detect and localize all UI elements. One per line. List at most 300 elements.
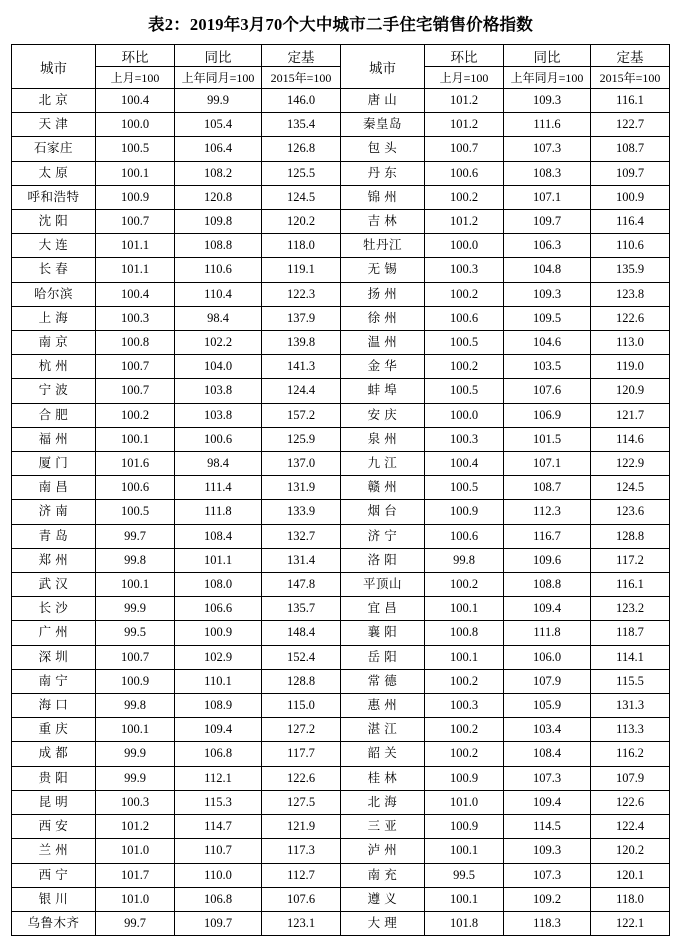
city-name-left: 广 州: [12, 621, 96, 645]
city-name-left: 长 沙: [12, 597, 96, 621]
mom-value-right: 100.5: [425, 331, 504, 355]
base-value-right: 115.5: [591, 669, 670, 693]
yoy-value-left: 108.0: [175, 573, 262, 597]
base-value-left: 147.8: [262, 573, 341, 597]
mom-value-right: 100.2: [425, 718, 504, 742]
yoy-value-right: 106.9: [504, 403, 591, 427]
column-header-city-right: 城市: [341, 45, 425, 89]
yoy-value-right: 104.8: [504, 258, 591, 282]
table-row: [12, 573, 670, 597]
mom-value-left: 100.0: [96, 113, 175, 137]
city-name-right: 丹 东: [341, 161, 425, 185]
yoy-value-right: 106.0: [504, 645, 591, 669]
base-value-left: 131.9: [262, 476, 341, 500]
base-value-right: 123.6: [591, 500, 670, 524]
yoy-value-right: 108.3: [504, 161, 591, 185]
city-name-left: 沈 阳: [12, 210, 96, 234]
city-name-right: 桂 林: [341, 766, 425, 790]
city-name-right: 烟 台: [341, 500, 425, 524]
base-value-left: 124.4: [262, 379, 341, 403]
base-value-right: 122.4: [591, 815, 670, 839]
table-row: [12, 113, 670, 137]
mom-value-left: 99.9: [96, 742, 175, 766]
base-value-left: 127.2: [262, 718, 341, 742]
table-row: [12, 282, 670, 306]
city-name-left: 青 岛: [12, 524, 96, 548]
city-name-left: 厦 门: [12, 452, 96, 476]
yoy-value-right: 107.3: [504, 766, 591, 790]
base-value-left: 117.7: [262, 742, 341, 766]
table-row: [12, 476, 670, 500]
yoy-value-right: 108.7: [504, 476, 591, 500]
mom-value-right: 101.2: [425, 89, 504, 113]
mom-value-left: 100.7: [96, 379, 175, 403]
table-row: [12, 185, 670, 209]
base-value-left: 132.7: [262, 524, 341, 548]
yoy-value-left: 98.4: [175, 306, 262, 330]
yoy-value-left: 110.6: [175, 258, 262, 282]
base-value-right: 117.2: [591, 548, 670, 572]
column-header-mom-right: 环比: [425, 45, 504, 67]
mom-value-left: 99.8: [96, 548, 175, 572]
city-name-left: 济 南: [12, 500, 96, 524]
base-value-right: 113.0: [591, 331, 670, 355]
base-value-left: 121.9: [262, 815, 341, 839]
page-title: 表2：2019年3月70个大中城市二手住宅销售价格指数: [148, 15, 533, 34]
yoy-value-right: 109.3: [504, 89, 591, 113]
table-row: [12, 161, 670, 185]
base-value-right: 123.8: [591, 282, 670, 306]
city-name-left: 福 州: [12, 427, 96, 451]
city-name-right: 岳 阳: [341, 645, 425, 669]
table-row: [12, 548, 670, 572]
table-row: [12, 500, 670, 524]
yoy-value-left: 111.4: [175, 476, 262, 500]
column-header-yoy-left: 同比: [175, 45, 262, 67]
yoy-value-right: 107.3: [504, 863, 591, 887]
city-name-right: 南 充: [341, 863, 425, 887]
base-value-right: 122.9: [591, 452, 670, 476]
mom-value-right: 101.0: [425, 790, 504, 814]
base-value-left: 126.8: [262, 137, 341, 161]
price-index-table: [11, 44, 670, 936]
base-value-right: 122.6: [591, 306, 670, 330]
yoy-value-left: 106.4: [175, 137, 262, 161]
mom-value-left: 101.1: [96, 258, 175, 282]
base-value-right: 113.3: [591, 718, 670, 742]
yoy-value-left: 110.1: [175, 669, 262, 693]
base-value-right: 116.4: [591, 210, 670, 234]
city-name-left: 重 庆: [12, 718, 96, 742]
mom-value-left: 100.2: [96, 403, 175, 427]
yoy-value-right: 109.4: [504, 790, 591, 814]
mom-value-left: 100.3: [96, 790, 175, 814]
mom-value-left: 100.9: [96, 185, 175, 209]
mom-value-right: 100.2: [425, 669, 504, 693]
city-name-right: 常 德: [341, 669, 425, 693]
yoy-value-right: 103.4: [504, 718, 591, 742]
yoy-value-left: 108.8: [175, 234, 262, 258]
base-value-right: 116.2: [591, 742, 670, 766]
city-name-right: 扬 州: [341, 282, 425, 306]
mom-value-left: 99.7: [96, 524, 175, 548]
yoy-value-right: 109.4: [504, 597, 591, 621]
yoy-value-right: 103.5: [504, 355, 591, 379]
mom-value-left: 100.1: [96, 718, 175, 742]
mom-value-left: 100.1: [96, 427, 175, 451]
yoy-value-left: 98.4: [175, 452, 262, 476]
table-row: [12, 234, 670, 258]
mom-value-left: 101.6: [96, 452, 175, 476]
yoy-value-right: 107.6: [504, 379, 591, 403]
base-value-left: 115.0: [262, 694, 341, 718]
base-value-right: 122.7: [591, 113, 670, 137]
mom-value-right: 100.0: [425, 403, 504, 427]
city-name-right: 蚌 埠: [341, 379, 425, 403]
yoy-value-left: 99.9: [175, 89, 262, 113]
base-value-left: 133.9: [262, 500, 341, 524]
yoy-value-right: 107.1: [504, 452, 591, 476]
city-name-right: 秦皇岛: [341, 113, 425, 137]
table-row: [12, 427, 670, 451]
city-name-right: 遵 义: [341, 887, 425, 911]
city-name-left: 上 海: [12, 306, 96, 330]
city-name-right: 金 华: [341, 355, 425, 379]
base-value-left: 120.2: [262, 210, 341, 234]
yoy-value-left: 100.9: [175, 621, 262, 645]
city-name-left: 南 昌: [12, 476, 96, 500]
table-row: [12, 718, 670, 742]
yoy-value-right: 105.9: [504, 694, 591, 718]
mom-value-left: 100.3: [96, 306, 175, 330]
yoy-value-right: 109.6: [504, 548, 591, 572]
base-value-right: 100.9: [591, 185, 670, 209]
mom-value-left: 99.9: [96, 597, 175, 621]
yoy-value-left: 112.1: [175, 766, 262, 790]
city-name-right: 湛 江: [341, 718, 425, 742]
city-name-right: 三 亚: [341, 815, 425, 839]
mom-value-right: 101.2: [425, 113, 504, 137]
yoy-value-right: 112.3: [504, 500, 591, 524]
mom-value-left: 101.0: [96, 839, 175, 863]
yoy-value-left: 103.8: [175, 379, 262, 403]
mom-value-left: 99.9: [96, 766, 175, 790]
base-value-right: 119.0: [591, 355, 670, 379]
table-row: [12, 137, 670, 161]
yoy-value-left: 110.0: [175, 863, 262, 887]
mom-value-left: 100.7: [96, 355, 175, 379]
table-row: [12, 331, 670, 355]
yoy-value-left: 106.8: [175, 887, 262, 911]
city-name-left: 杭 州: [12, 355, 96, 379]
city-name-left: 昆 明: [12, 790, 96, 814]
yoy-value-left: 106.8: [175, 742, 262, 766]
mom-value-left: 100.1: [96, 161, 175, 185]
table-row: [12, 452, 670, 476]
yoy-value-left: 104.0: [175, 355, 262, 379]
city-name-right: 北 海: [341, 790, 425, 814]
base-value-left: 137.9: [262, 306, 341, 330]
column-header-base-left: 定基: [262, 45, 341, 67]
mom-value-right: 100.2: [425, 282, 504, 306]
city-name-left: 长 春: [12, 258, 96, 282]
city-name-right: 包 头: [341, 137, 425, 161]
yoy-value-right: 108.8: [504, 573, 591, 597]
table-row: [12, 524, 670, 548]
mom-value-right: 100.3: [425, 258, 504, 282]
city-name-right: 吉 林: [341, 210, 425, 234]
yoy-value-right: 109.3: [504, 839, 591, 863]
base-value-left: 122.6: [262, 766, 341, 790]
mom-value-right: 100.6: [425, 524, 504, 548]
subheader-yoy-left: 上年同月=100: [175, 67, 262, 89]
mom-value-right: 101.2: [425, 210, 504, 234]
city-name-left: 大 连: [12, 234, 96, 258]
base-value-right: 120.9: [591, 379, 670, 403]
base-value-right: 122.1: [591, 911, 670, 935]
yoy-value-left: 120.8: [175, 185, 262, 209]
city-name-left: 南 京: [12, 331, 96, 355]
mom-value-right: 100.5: [425, 476, 504, 500]
city-name-left: 宁 波: [12, 379, 96, 403]
yoy-value-left: 111.8: [175, 500, 262, 524]
city-name-left: 天 津: [12, 113, 96, 137]
yoy-value-right: 109.5: [504, 306, 591, 330]
city-name-right: 洛 阳: [341, 548, 425, 572]
mom-value-left: 100.5: [96, 137, 175, 161]
mom-value-right: 100.1: [425, 839, 504, 863]
subheader-yoy-right: 上年同月=100: [504, 67, 591, 89]
table-row: [12, 621, 670, 645]
city-name-left: 成 都: [12, 742, 96, 766]
mom-value-right: 100.7: [425, 137, 504, 161]
city-name-right: 安 庆: [341, 403, 425, 427]
city-name-left: 北 京: [12, 89, 96, 113]
table-row: [12, 790, 670, 814]
yoy-value-right: 107.1: [504, 185, 591, 209]
base-value-right: 128.8: [591, 524, 670, 548]
table-row: [12, 863, 670, 887]
table-body: [12, 89, 670, 936]
yoy-value-left: 108.4: [175, 524, 262, 548]
base-value-right: 108.7: [591, 137, 670, 161]
mom-value-right: 100.9: [425, 766, 504, 790]
table-row: [12, 89, 670, 113]
yoy-value-left: 102.9: [175, 645, 262, 669]
mom-value-right: 100.5: [425, 379, 504, 403]
city-name-right: 锦 州: [341, 185, 425, 209]
column-header-base-right: 定基: [591, 45, 670, 67]
base-value-right: 124.5: [591, 476, 670, 500]
yoy-value-left: 106.6: [175, 597, 262, 621]
base-value-right: 122.6: [591, 790, 670, 814]
yoy-value-right: 107.3: [504, 137, 591, 161]
base-value-left: 112.7: [262, 863, 341, 887]
mom-value-right: 100.2: [425, 573, 504, 597]
city-name-left: 呼和浩特: [12, 185, 96, 209]
mom-value-right: 100.1: [425, 645, 504, 669]
table-row: [12, 210, 670, 234]
mom-value-left: 100.9: [96, 669, 175, 693]
table-row: [12, 694, 670, 718]
city-name-left: 哈尔滨: [12, 282, 96, 306]
city-name-left: 西 安: [12, 815, 96, 839]
city-name-left: 兰 州: [12, 839, 96, 863]
base-value-right: 116.1: [591, 89, 670, 113]
base-value-right: 118.7: [591, 621, 670, 645]
mom-value-left: 101.0: [96, 887, 175, 911]
city-name-right: 平顶山: [341, 573, 425, 597]
city-name-left: 西 宁: [12, 863, 96, 887]
base-value-left: 107.6: [262, 887, 341, 911]
yoy-value-left: 110.7: [175, 839, 262, 863]
yoy-value-right: 109.2: [504, 887, 591, 911]
base-value-left: 123.1: [262, 911, 341, 935]
city-name-left: 南 宁: [12, 669, 96, 693]
base-value-left: 125.9: [262, 427, 341, 451]
table-row: [12, 839, 670, 863]
table-row: [12, 403, 670, 427]
mom-value-right: 100.3: [425, 694, 504, 718]
city-name-right: 泉 州: [341, 427, 425, 451]
table-row: [12, 669, 670, 693]
mom-value-right: 100.9: [425, 500, 504, 524]
mom-value-left: 99.8: [96, 694, 175, 718]
yoy-value-right: 118.3: [504, 911, 591, 935]
city-name-right: 襄 阳: [341, 621, 425, 645]
yoy-value-right: 109.3: [504, 282, 591, 306]
base-value-right: 131.3: [591, 694, 670, 718]
yoy-value-left: 114.7: [175, 815, 262, 839]
mom-value-left: 100.7: [96, 210, 175, 234]
base-value-right: 110.6: [591, 234, 670, 258]
mom-value-right: 101.8: [425, 911, 504, 935]
city-name-left: 武 汉: [12, 573, 96, 597]
base-value-left: 137.0: [262, 452, 341, 476]
mom-value-left: 99.7: [96, 911, 175, 935]
base-value-right: 116.1: [591, 573, 670, 597]
table-head: [12, 45, 670, 89]
yoy-value-right: 106.3: [504, 234, 591, 258]
base-value-right: 123.2: [591, 597, 670, 621]
yoy-value-left: 108.9: [175, 694, 262, 718]
city-name-left: 海 口: [12, 694, 96, 718]
base-value-right: 135.9: [591, 258, 670, 282]
table-row: [12, 815, 670, 839]
yoy-value-right: 107.9: [504, 669, 591, 693]
base-value-left: 148.4: [262, 621, 341, 645]
city-name-right: 牡丹江: [341, 234, 425, 258]
base-value-left: 118.0: [262, 234, 341, 258]
mom-value-right: 100.6: [425, 161, 504, 185]
mom-value-left: 100.4: [96, 282, 175, 306]
table-row: [12, 887, 670, 911]
mom-value-right: 99.8: [425, 548, 504, 572]
mom-value-left: 101.7: [96, 863, 175, 887]
yoy-value-right: 111.8: [504, 621, 591, 645]
base-value-left: 135.7: [262, 597, 341, 621]
base-value-right: 120.1: [591, 863, 670, 887]
mom-value-right: 100.4: [425, 452, 504, 476]
yoy-value-right: 108.4: [504, 742, 591, 766]
base-value-left: 152.4: [262, 645, 341, 669]
yoy-value-left: 100.6: [175, 427, 262, 451]
table-row: [12, 597, 670, 621]
mom-value-left: 100.4: [96, 89, 175, 113]
city-name-right: 温 州: [341, 331, 425, 355]
yoy-value-left: 103.8: [175, 403, 262, 427]
city-name-left: 乌鲁木齐: [12, 911, 96, 935]
table-row: [12, 306, 670, 330]
mom-value-right: 100.8: [425, 621, 504, 645]
base-value-right: 114.1: [591, 645, 670, 669]
mom-value-left: 100.5: [96, 500, 175, 524]
base-value-right: 107.9: [591, 766, 670, 790]
mom-value-right: 100.2: [425, 185, 504, 209]
city-name-left: 石家庄: [12, 137, 96, 161]
mom-value-right: 100.6: [425, 306, 504, 330]
mom-value-right: 100.2: [425, 742, 504, 766]
column-header-mom-left: 环比: [96, 45, 175, 67]
city-name-right: 泸 州: [341, 839, 425, 863]
mom-value-left: 101.1: [96, 234, 175, 258]
base-value-left: 119.1: [262, 258, 341, 282]
mom-value-right: 100.1: [425, 887, 504, 911]
mom-value-left: 100.1: [96, 573, 175, 597]
city-name-left: 太 原: [12, 161, 96, 185]
subheader-base-right: 2015年=100: [591, 67, 670, 89]
subheader-mom-right: 上月=100: [425, 67, 504, 89]
mom-value-right: 100.3: [425, 427, 504, 451]
city-name-left: 郑 州: [12, 548, 96, 572]
mom-value-left: 100.8: [96, 331, 175, 355]
mom-value-left: 100.7: [96, 645, 175, 669]
mom-value-right: 100.0: [425, 234, 504, 258]
subheader-base-left: 2015年=100: [262, 67, 341, 89]
base-value-left: 131.4: [262, 548, 341, 572]
table-row: [12, 742, 670, 766]
mom-value-left: 100.6: [96, 476, 175, 500]
yoy-value-left: 108.2: [175, 161, 262, 185]
city-name-right: 大 理: [341, 911, 425, 935]
base-value-left: 141.3: [262, 355, 341, 379]
subheader-mom-left: 上月=100: [96, 67, 175, 89]
base-value-left: 124.5: [262, 185, 341, 209]
mom-value-left: 99.5: [96, 621, 175, 645]
base-value-left: 122.3: [262, 282, 341, 306]
city-name-left: 深 圳: [12, 645, 96, 669]
base-value-left: 127.5: [262, 790, 341, 814]
yoy-value-left: 109.8: [175, 210, 262, 234]
base-value-left: 117.3: [262, 839, 341, 863]
base-value-left: 157.2: [262, 403, 341, 427]
mom-value-right: 100.2: [425, 355, 504, 379]
base-value-right: 120.2: [591, 839, 670, 863]
city-name-right: 无 锡: [341, 258, 425, 282]
column-header-city-left: 城市: [12, 45, 96, 89]
yoy-value-right: 104.6: [504, 331, 591, 355]
table-row: [12, 355, 670, 379]
base-value-right: 121.7: [591, 403, 670, 427]
yoy-value-left: 101.1: [175, 548, 262, 572]
table-row: [12, 379, 670, 403]
table-row: [12, 645, 670, 669]
yoy-value-right: 109.7: [504, 210, 591, 234]
city-name-right: 赣 州: [341, 476, 425, 500]
base-value-left: 125.5: [262, 161, 341, 185]
base-value-left: 135.4: [262, 113, 341, 137]
table-row: [12, 911, 670, 935]
